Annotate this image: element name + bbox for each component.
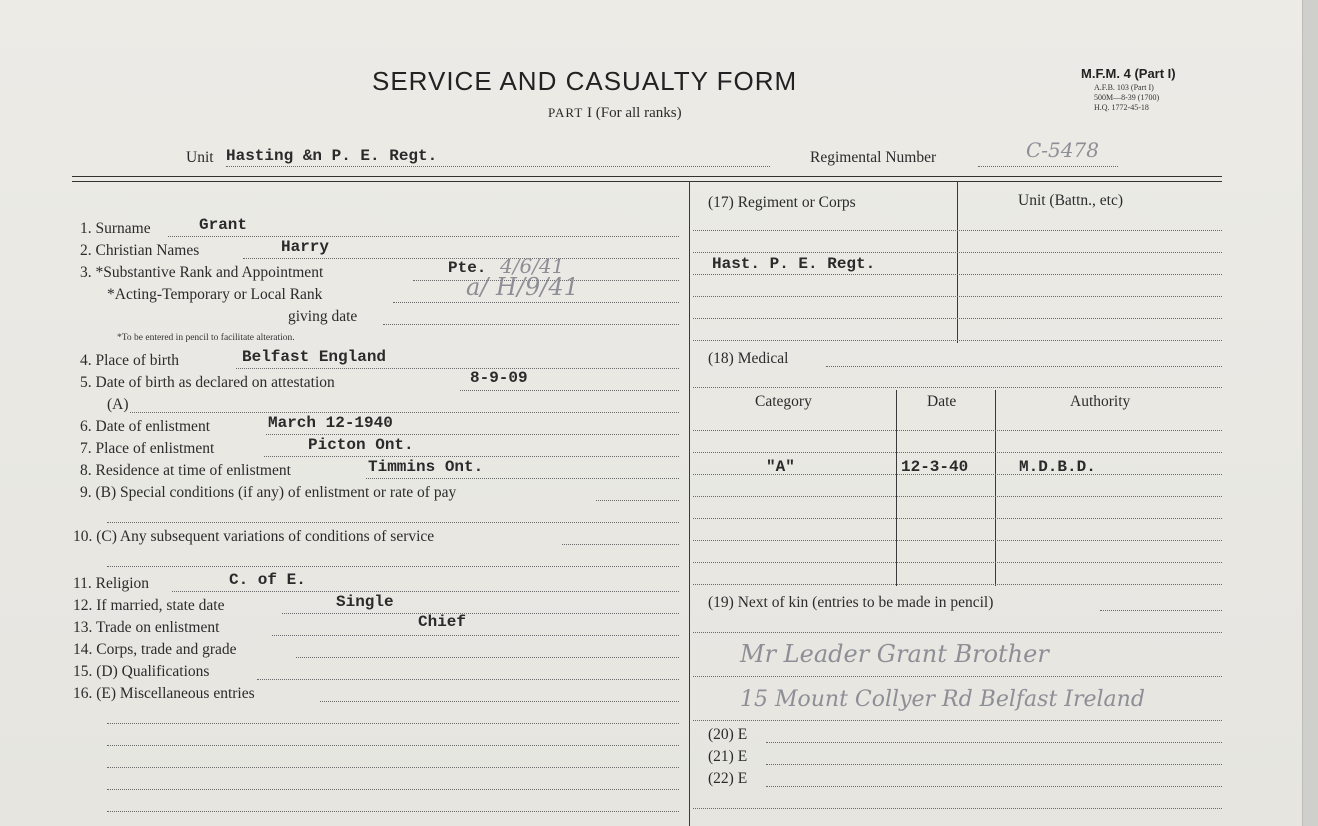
dotted-fill-line <box>693 540 1222 541</box>
dotted-fill-line <box>766 764 1222 765</box>
unit-battn-header: Unit (Battn., etc) <box>1018 192 1124 209</box>
medical-divider-1 <box>896 390 897 586</box>
next-of-kin-line-2: 15 Mount Collyer Rd Belfast Ireland <box>740 687 1145 712</box>
surname-label: 1. Surname <box>80 220 151 237</box>
enlistment-date-value: March 12-1940 <box>268 414 393 432</box>
dotted-fill-line <box>264 456 679 457</box>
regiment-corps-value: Hast. P. E. Regt. <box>712 255 876 273</box>
dotted-fill-line <box>257 679 679 680</box>
dotted-fill-line <box>693 562 1222 563</box>
dotted-fill-line <box>693 230 1222 231</box>
dotted-fill-line <box>596 500 679 501</box>
dotted-fill-line <box>236 368 679 369</box>
dotted-fill-line <box>393 302 679 303</box>
residence-value: Timmins Ont. <box>368 458 484 476</box>
dotted-fill-line <box>320 701 679 702</box>
medical-authority-header: Authority <box>1070 393 1131 410</box>
field-20-label: (20) E <box>708 726 748 743</box>
dotted-fill-line <box>266 434 679 435</box>
form-ref-3: H.Q. 1772-45-18 <box>1094 103 1149 112</box>
dotted-fill-line <box>693 584 1222 585</box>
dotted-fill-line <box>172 591 679 592</box>
dotted-fill-line <box>766 742 1222 743</box>
enlistment-place-label: 7. Place of enlistment <box>80 440 215 457</box>
rank-handwritten: 4/6/41 <box>500 254 565 278</box>
dotted-fill-line <box>693 474 1222 475</box>
acting-rank-label: *Acting-Temporary or Local Rank <box>107 286 323 303</box>
trade-label: 13. Trade on enlistment <box>73 619 220 636</box>
birthdate-label: 5. Date of birth as declared on attestation <box>80 374 335 391</box>
christian-names-label: 2. Christian Names <box>80 242 200 259</box>
column-divider <box>689 181 690 826</box>
dotted-fill-line <box>693 720 1222 721</box>
unit-label: Unit <box>186 149 214 166</box>
regiment-corps-label: (17) Regiment or Corps <box>708 194 856 211</box>
corps-trade-label: 14. Corps, trade and grade <box>73 641 237 658</box>
regimental-number-label: Regimental Number <box>810 149 937 166</box>
next-of-kin-label: (19) Next of kin (entries to be made in pencil) <box>708 594 994 611</box>
form-part-prefix: PART <box>548 105 584 120</box>
dotted-fill-line <box>1100 610 1222 611</box>
dotted-fill-line <box>693 430 1222 431</box>
misc-entries-label: 16. (E) Miscellaneous entries <box>73 685 255 702</box>
dotted-fill-line <box>107 723 679 724</box>
dotted-fill-line <box>562 544 679 545</box>
header-rule-top <box>72 176 1222 177</box>
medical-category-header: Category <box>755 393 812 410</box>
form-ref-2: 500M—8-39 (1700) <box>1094 93 1160 102</box>
dotted-fill-line <box>282 613 679 614</box>
dotted-fill-line <box>383 324 679 325</box>
dotted-fill-line <box>366 478 679 479</box>
field-a-label: (A) <box>107 396 129 413</box>
acting-rank-handwritten: a/ H/9/41 <box>466 273 579 301</box>
dotted-fill-line <box>693 387 1222 388</box>
dotted-fill-line <box>693 340 1222 341</box>
dotted-fill-line <box>693 808 1222 809</box>
dotted-fill-line <box>168 236 679 237</box>
religion-value: C. of E. <box>229 571 306 589</box>
form-part <box>548 105 682 122</box>
dotted-fill-line <box>693 496 1222 497</box>
residence-label: 8. Residence at time of enlistment <box>80 462 291 479</box>
dotted-fill-line <box>693 676 1222 677</box>
dotted-fill-line <box>693 274 1222 275</box>
dotted-fill-line <box>978 166 1118 167</box>
rank-value: Pte. <box>448 259 487 277</box>
form-part-suffix: I (For all ranks) <box>587 105 682 121</box>
dotted-fill-line <box>693 252 1222 253</box>
field-22-label: (22) E <box>708 770 748 787</box>
married-label: 12. If married, state date <box>73 597 225 614</box>
christian-names-value: Harry <box>281 238 330 256</box>
qualifications-label: 15. (D) Qualifications <box>73 663 210 680</box>
form-code: M.F.M. 4 (Part I) <box>1081 66 1176 81</box>
medical-category-value: "A" <box>766 458 795 476</box>
dotted-fill-line <box>107 566 679 567</box>
rank-label: 3. *Substantive Rank and Appointment <box>80 264 324 281</box>
giving-date-label: giving date <box>288 308 358 325</box>
medical-date-value: 12-3-40 <box>901 458 969 476</box>
special-conditions-label: 9. (B) Special conditions (if any) of enlistment or rate of pay <box>80 484 457 501</box>
form-title: SERVICE AND CASUALTY FORM <box>372 66 798 96</box>
next-of-kin-line-1: Mr Leader Grant Brother <box>740 640 1049 668</box>
dotted-fill-line <box>766 786 1222 787</box>
trade-value: Chief <box>418 613 467 631</box>
dotted-fill-line <box>107 811 679 812</box>
enlistment-place-value: Picton Ont. <box>308 436 414 454</box>
birthplace-label: 4. Place of birth <box>80 352 180 369</box>
page-edge <box>1302 0 1318 826</box>
dotted-fill-line <box>693 518 1222 519</box>
dotted-fill-line <box>107 767 679 768</box>
variations-label: 10. (C) Any subsequent variations of conditions of service <box>73 528 435 545</box>
dotted-fill-line <box>107 745 679 746</box>
birthdate-value: 8-9-09 <box>470 369 528 387</box>
dotted-fill-line <box>296 657 679 658</box>
enlistment-date-label: 6. Date of enlistment <box>80 418 210 435</box>
dotted-fill-line <box>130 412 679 413</box>
dotted-fill-line <box>107 522 679 523</box>
regimental-number-value: C-5478 <box>1026 138 1099 162</box>
header-rule-bottom <box>72 181 1222 182</box>
medical-divider-2 <box>995 390 996 586</box>
medical-authority-value: M.D.B.D. <box>1019 458 1096 476</box>
field-21-label: (21) E <box>708 748 748 765</box>
religion-label: 11. Religion <box>73 575 150 592</box>
dotted-fill-line <box>693 318 1222 319</box>
unit-value: Hasting &n P. E. Regt. <box>226 147 438 165</box>
married-value: Single <box>336 593 394 611</box>
dotted-fill-line <box>272 635 679 636</box>
dotted-fill-line <box>107 789 679 790</box>
medical-date-header: Date <box>927 393 957 410</box>
pencil-note: *To be entered in pencil to facilitate alteration. <box>117 333 295 343</box>
dotted-fill-line <box>693 452 1222 453</box>
birthplace-value: Belfast England <box>242 348 387 366</box>
dotted-fill-line <box>826 366 1222 367</box>
dotted-fill-line <box>693 296 1222 297</box>
dotted-fill-line <box>693 632 1222 633</box>
form-ref-1: A.F.B. 103 (Part I) <box>1094 83 1154 92</box>
surname-value: Grant <box>199 216 248 234</box>
medical-label: (18) Medical <box>708 350 789 367</box>
dotted-fill-line <box>460 390 679 391</box>
dotted-fill-line <box>226 166 770 167</box>
